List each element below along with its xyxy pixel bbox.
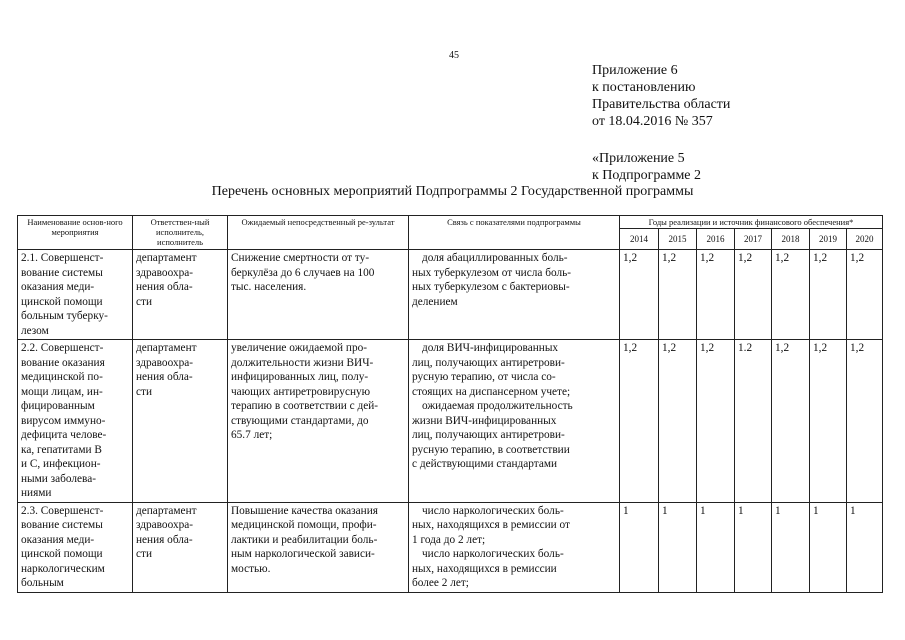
value-cell: 1,2: [847, 250, 883, 340]
year-header: 2015: [659, 229, 697, 250]
measure-line: оказания меди-: [21, 281, 95, 293]
appendix-subheader: [592, 150, 701, 184]
measure-line: цинской помощи: [21, 295, 103, 308]
value-cell: 1: [697, 502, 735, 592]
result-line: должительности жизни ВИЧ-: [231, 356, 374, 369]
measure-line: больным туберку-: [21, 310, 108, 322]
value-cell: 1: [620, 502, 659, 592]
indicator-line: стоящих на диспансерном учете;: [412, 385, 571, 398]
measure-line: больным: [21, 577, 64, 589]
indicator-line: жизни ВИЧ-инфицированных: [412, 414, 557, 427]
measures-table: [17, 215, 883, 593]
year-header: 2016: [697, 229, 735, 250]
appendix-subheader-line: «Приложение 5: [592, 151, 685, 166]
indicators-cell: [409, 502, 620, 592]
indicator-line: число наркологических боль-: [422, 504, 564, 517]
value-cell: 1: [772, 502, 810, 592]
responsible-line: департамент: [136, 504, 197, 517]
responsible-line: нения обла-: [136, 281, 193, 293]
year-header: 2018: [772, 229, 810, 250]
result-line: тыс. населения.: [231, 281, 307, 293]
indicator-line: число наркологических боль-: [422, 548, 564, 560]
measure-line: медицинской по-: [21, 371, 103, 383]
responsible-cell: [133, 250, 228, 340]
measure-cell: [18, 250, 133, 340]
year-header: 2017: [735, 229, 772, 250]
result-line: чающих антиретровирусную: [231, 385, 371, 398]
responsible-line: департамент: [136, 252, 197, 264]
value-cell: 1,2: [810, 250, 847, 340]
indicator-line: ных, находящихся в ремиссии: [412, 562, 557, 575]
measure-line: ка, гепатитами В: [21, 443, 102, 456]
result-line: терапию в соответствии с дей-: [231, 400, 379, 412]
value-cell: 1,2: [810, 340, 847, 503]
result-line: лактики и реабилитации боль-: [231, 533, 378, 546]
measure-line: ниями: [21, 487, 52, 499]
responsible-line: нения обла-: [136, 371, 193, 383]
responsible-line: сти: [136, 295, 152, 308]
responsible-line: нения обла-: [136, 533, 193, 546]
indicator-line: русную терапию, от числа со-: [412, 371, 556, 383]
indicator-line: ных, находящихся в ремиссии от: [412, 519, 570, 531]
measure-line: ными заболева-: [21, 472, 96, 485]
measure-cell: [18, 502, 133, 592]
indicator-line: доля абациллированных боль-: [422, 252, 568, 264]
value-cell: 1: [847, 502, 883, 592]
table-row: [18, 250, 883, 340]
result-line: ным наркологической зависи-: [231, 548, 375, 560]
value-cell: 1,2: [735, 250, 772, 340]
col-header-result: Ожидаемый непосредственный ре-зультат: [228, 216, 409, 250]
value-cell: 1,2: [620, 340, 659, 503]
responsible-line: здравоохра-: [136, 519, 194, 531]
result-cell: [228, 250, 409, 340]
measure-line: лезом: [21, 324, 49, 337]
value-cell: 1,2: [772, 250, 810, 340]
result-cell: [228, 502, 409, 592]
indicator-line: лиц, получающих антиретрови-: [412, 356, 565, 369]
appendix-header-line: Приложение 6: [592, 63, 678, 78]
indicator-line: более 2 лет;: [412, 577, 469, 589]
document-title: Перечень основных мероприятий Подпрограммы 2 Государственной программы: [211, 184, 694, 199]
measure-line: цинской помощи: [21, 548, 103, 560]
indicator-line: ных туберкулезом от числа боль-: [412, 266, 572, 279]
appendix-header-line: Правительства области: [592, 97, 731, 112]
responsible-line: сти: [136, 385, 152, 398]
responsible-line: здравоохра-: [136, 266, 194, 279]
result-line: Снижение смертности от ту-: [231, 252, 370, 264]
indicators-cell: [409, 250, 620, 340]
measure-line: 2.3. Совершенст-: [21, 504, 104, 517]
measure-line: вование системы: [21, 519, 103, 531]
measure-line: и С, инфекцион-: [21, 458, 101, 470]
measure-cell: [18, 340, 133, 503]
col-header-measure: Наименование основ-ного мероприятия: [18, 216, 133, 250]
appendix-subheader-line: к Подпрограмме 2: [592, 168, 702, 183]
result-line: Повышение качества оказания: [231, 504, 378, 517]
measure-line: мощи лицам, ин-: [21, 385, 103, 398]
table-row: [18, 340, 883, 503]
measure-line: вирусом иммуно-: [21, 414, 106, 427]
result-line: ствующими стандартами, до: [231, 414, 369, 427]
responsible-cell: [133, 502, 228, 592]
value-cell: 1: [810, 502, 847, 592]
measure-line: оказания меди-: [21, 533, 95, 546]
appendix-header-line: от 18.04.2016 № 357: [592, 114, 713, 129]
result-cell: [228, 340, 409, 503]
value-cell: 1,2: [847, 340, 883, 503]
measure-line: 2.1. Совершенст-: [21, 252, 104, 264]
indicator-line: русную терапию, в соответствии: [412, 443, 570, 456]
measure-line: вование оказания: [21, 356, 105, 369]
year-header: 2014: [620, 229, 659, 250]
page-number: 45: [449, 50, 459, 61]
measure-line: вование системы: [21, 266, 103, 279]
value-cell: 1,2: [659, 340, 697, 503]
result-line: мостью.: [231, 562, 271, 575]
col-header-indicators: Связь с показателями подпрограммы: [409, 216, 620, 250]
indicator-line: лиц, получающих антиретрови-: [412, 429, 565, 441]
year-header: 2019: [810, 229, 847, 250]
result-line: увеличение ожидаемой про-: [231, 342, 368, 354]
col-header-responsible: Ответствен-ный исполнитель, исполнитель: [133, 216, 228, 250]
table-row: [18, 502, 883, 592]
value-cell: 1: [659, 502, 697, 592]
value-cell: 1,2: [697, 340, 735, 503]
value-cell: 1,2: [697, 250, 735, 340]
indicator-line: доля ВИЧ-инфицированных: [422, 342, 559, 354]
indicator-line: ных туберкулезом с бактериовы-: [412, 281, 570, 293]
responsible-line: департамент: [136, 342, 197, 354]
indicators-cell: [409, 340, 620, 503]
indicator-line: с действующими стандартами: [412, 458, 558, 470]
indicator-line: делением: [412, 295, 458, 308]
result-line: беркулёза до 6 случаев на 100: [231, 266, 375, 279]
value-cell: 1: [735, 502, 772, 592]
table-header-row: [18, 216, 883, 229]
result-line: 65.7 лет;: [231, 429, 273, 441]
year-header: 2020: [847, 229, 883, 250]
appendix-header-line: к постановлению: [592, 80, 696, 95]
appendix-header: [592, 62, 730, 130]
responsible-line: сти: [136, 548, 152, 560]
value-cell: 1,2: [772, 340, 810, 503]
value-cell: 1.2: [735, 340, 772, 503]
indicator-line: 1 года до 2 лет;: [412, 533, 486, 546]
result-line: инфицированных лиц, полу-: [231, 371, 369, 383]
measure-line: фицированным: [21, 400, 95, 412]
col-header-years-group: Годы реализации и источник финансового обеспечения*: [620, 216, 883, 229]
responsible-line: здравоохра-: [136, 356, 194, 369]
measure-line: наркологическим: [21, 562, 105, 575]
measure-line: 2.2. Совершенст-: [21, 342, 104, 354]
indicator-line: ожидаемая продолжительность: [422, 400, 573, 412]
value-cell: 1,2: [659, 250, 697, 340]
measure-line: дефицита челове-: [21, 429, 107, 441]
value-cell: 1,2: [620, 250, 659, 340]
result-line: медицинской помощи, профи-: [231, 519, 377, 531]
responsible-cell: [133, 340, 228, 503]
